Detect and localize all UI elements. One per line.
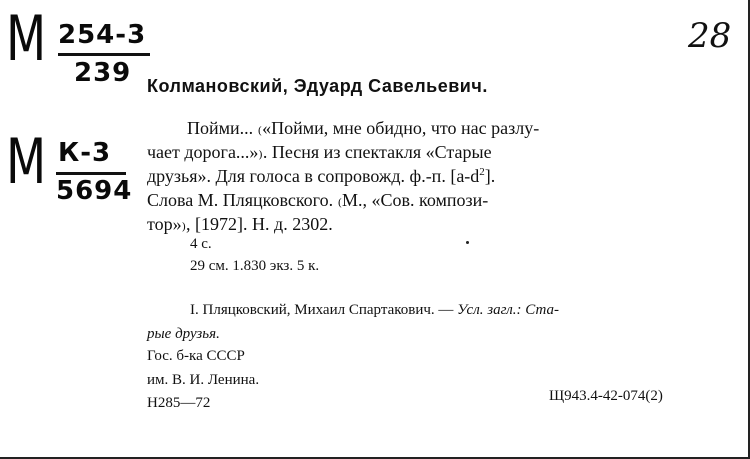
added-entry-italic: Усл. загл.: Ста- (457, 302, 560, 318)
added-entry (190, 302, 559, 319)
body-line-5: тор»₎, [1972]. Н. д. 2302. (147, 214, 333, 234)
author-heading: Колмановский, Эдуард Савельевич. (147, 76, 488, 96)
body-line-4: Слова М. Пляцковского. ₍М., «Сов. компози- (147, 190, 489, 210)
shelfmark-top-1: 254-3 (58, 20, 147, 50)
shelfmark-divider-1 (58, 53, 150, 56)
shelfmark-bottom-1: 239 (74, 58, 132, 88)
library-line-1: Гос. б-ка СССР (147, 348, 245, 364)
pages: 4 с. (190, 236, 212, 252)
card-number: 28 (688, 16, 732, 56)
library-line-2: им. В. И. Ленина. (147, 372, 260, 388)
body-line-3 (147, 166, 495, 187)
shelfmark-letter-1: М (6, 2, 45, 75)
shelfmark-top-2: К-3 (58, 138, 112, 168)
body-line-2: чает дорога...»₎. Песня из спектакля «Старые (147, 142, 492, 162)
body-line-3-sup: 2 (479, 166, 485, 178)
format: 29 см. 1.830 экз. 5 к. (190, 258, 320, 274)
shelfmark-letter-2: М (6, 125, 45, 198)
classification-code: Щ943.4-42-074(2) (549, 388, 663, 404)
stray-dot (466, 241, 469, 244)
shelfmark-bottom-2: 5694 (56, 176, 133, 206)
added-entry-italic-2: рые друзья. (147, 326, 220, 342)
shelfmark-divider-2 (56, 172, 126, 175)
body-line-3-tail: ]. (484, 166, 496, 186)
record-id: Н285—72 (147, 395, 211, 411)
body-line-1: Пойми... ₍«Пойми, мне обидно, что нас разлу- (187, 118, 540, 138)
body-line-3-text: друзья». Для голоса в сопровожд. ф.-п. [a-d (147, 166, 480, 186)
added-entry-text: I. Пляцковский, Михаил Спартакович. — (190, 302, 454, 318)
